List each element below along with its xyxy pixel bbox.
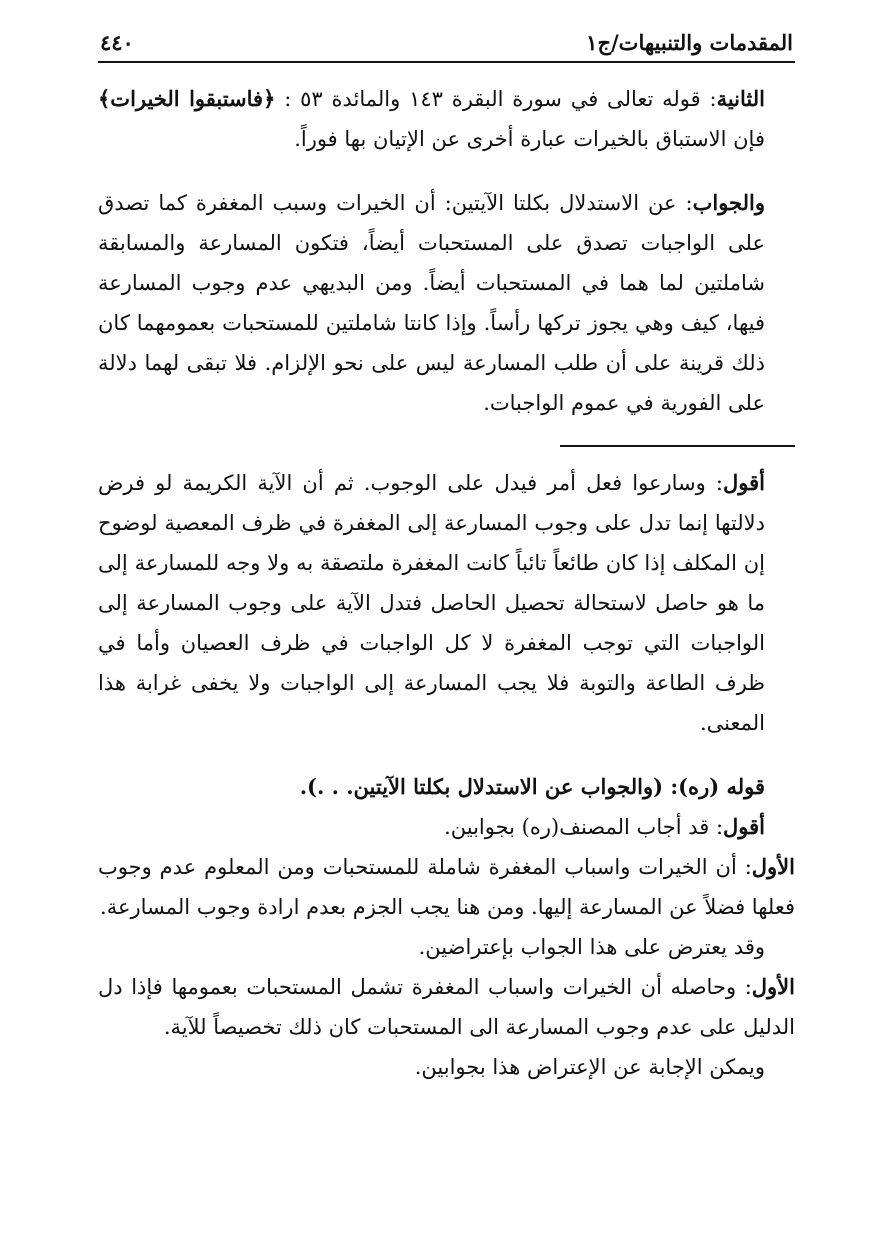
answer-text: : عن الاستدلال بكلتا الآيتين: أن الخيرات وسبب المغفرة كما تصدق على الواجبات تصدق على المستحبات أيضاً، فتكون المسارعة والمسابقة شاملتين لما هما في المستحبات أيضاً. ومن البديهي عدم وجوب المسارعة فيها، كيف وهي يجوز تركها رأساً. وإذا كانتا شاملتين للمستحبات بعمومهما كان ذلك قرينة على أن طلب المسارعة ليس على نحو الإلزام. فلا تبقى لهما دلالة على الفورية في عموم الواجبات. [98, 191, 765, 415]
commentary-last-line: ويمكن الإجابة عن الإعتراض هذا بجوابين. [414, 1055, 765, 1079]
commentary-objection: وقد يعترض على هذا الجواب بإعتراضين. [418, 935, 765, 959]
lead-aqul: أقول [723, 814, 765, 839]
running-title: المقدمات والتنبيهات/ج١ [586, 30, 793, 55]
second-text-2: فإن الاستباق بالخيرات عبارة أخرى عن الإتيان بها فوراً. [294, 127, 765, 151]
lead-first: الأول [751, 854, 795, 879]
paragraph-answer [98, 183, 795, 423]
commentary-quote-line: قوله (ره): (والجواب عن الاستدلال بكلتا الآيتين. . .). [299, 774, 765, 799]
page-number: ٤٤٠ [100, 30, 134, 55]
paragraph-second [98, 79, 795, 159]
commentary-aqul [98, 807, 795, 847]
lead-aqul-footnote: أقول [723, 470, 765, 495]
second-text-1: : قوله تعالى في سورة البقرة ١٤٣ والمائدة ٥٣ : [275, 87, 717, 111]
commentary-first-objection [98, 967, 795, 1047]
page [98, 28, 795, 1087]
first-text: : أن الخيرات واسباب المغفرة شاملة للمستحبات ومن المعلوم عدم وجوب فعلها فضلاً عن المسارعة إليها. ومن هنا يجب الجزم بعدم ارادة وجوب المسارعة. [98, 855, 795, 919]
first-objection-text: : وحاصله أن الخيرات واسباب المغفرة تشمل المستحبات بعمومها فإذا دل الدليل على عدم وجوب المسارعة الى المستحبات كان ذلك تخصيصاً للآية. [98, 975, 795, 1039]
footnote-text: : وسارعوا فعل أمر فيدل على الوجوب. ثم أن الآية الكريمة لو فرض دلالتها إنما تدل على وجوب المسارعة إلى المغفرة في ظرف المعصية لوضوح إن المكلف إذا كان طائعاً تائباً كانت المغفرة ملتصقة به ولا وجه للمسارعة إلى ما هو حاصل لاستحالة تحصيل الحاصل فتدل الآية على وجوب المسارعة إلى الواجبات التي توجب المغفرة لا كل الواجبات في ظرف العصيان وأما في ظرف الطاعة والتوبة فلا يجب المسارعة إلى الواجبات ولا يخفى غرابة هذا المعنى. [98, 471, 765, 735]
lead-second: الثانية [716, 86, 765, 111]
commentary-first [98, 847, 795, 927]
lead-answer: والجواب [692, 190, 765, 215]
paragraph-footnote [98, 463, 795, 743]
aqul-text: : قد أجاب المصنف(ره) بجوابين. [444, 815, 724, 839]
page-header [98, 28, 795, 63]
lead-first-objection: الأول [751, 974, 795, 999]
quran-quote: ﴿فاستبقوا الخيرات﴾ [98, 86, 276, 111]
